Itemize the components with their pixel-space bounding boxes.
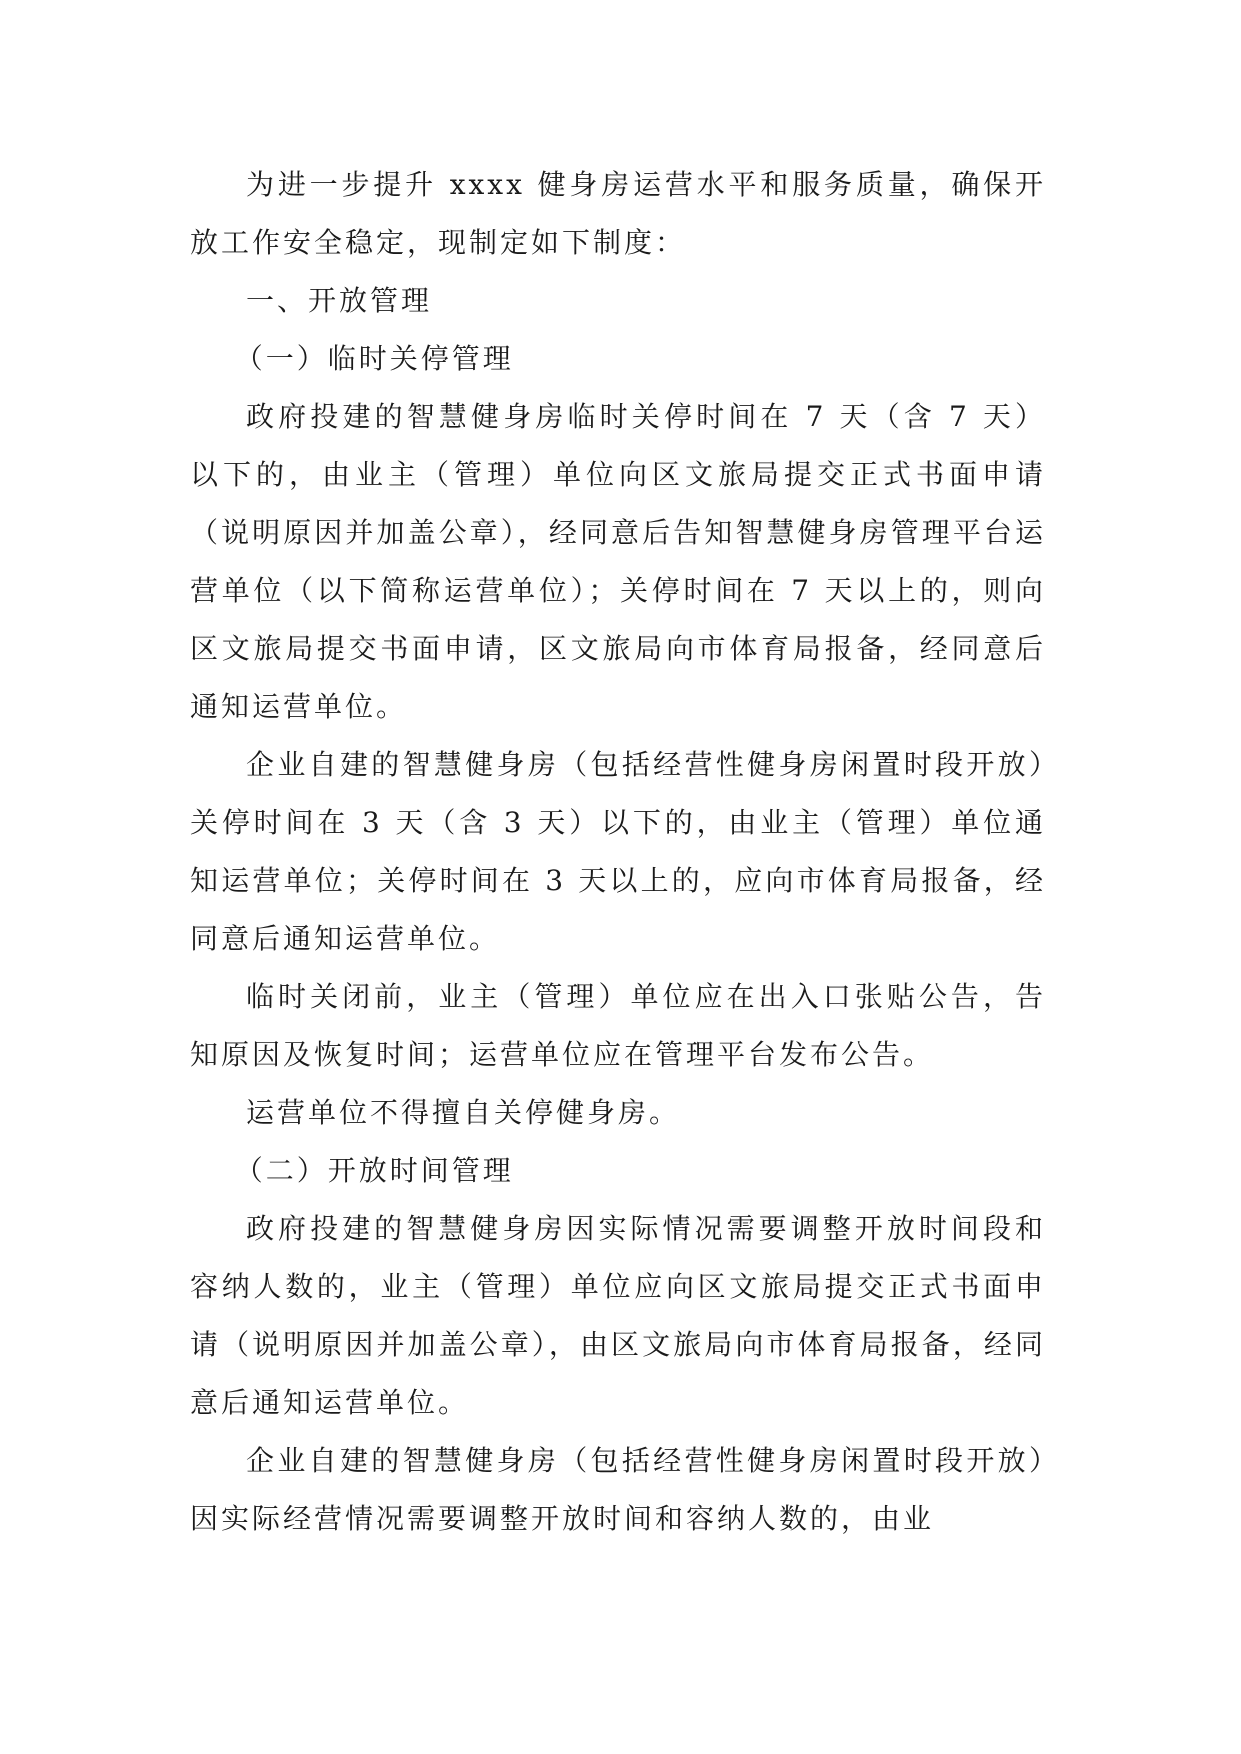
paragraph-government-closure: 政府投建的智慧健身房临时关停时间在 7 天（含 7 天）以下的，由业主（管理）单位向区文旅局提交正式书面申请（说明原因并加盖公章），经同意后告知智慧健身房管理平台运营单位（以下简称运营单位）；关停时间在 7 天以上的，则向区文旅局提交书面申请，区文旅局向市体育局报备，经同意后通知运营单位。 [190, 400, 1046, 723]
paragraph-enterprise-closure: 企业自建的智慧健身房（包括经营性健身房闲置时段开放）关停时间在 3 天（含 3 天）以下的，由业主（管理）单位通知运营单位；关停时间在 3 天以上的，应向市体育局报备，经同意后通知运营单位。 [190, 748, 1046, 955]
paragraph-closure-notice: 临时关闭前，业主（管理）单位应在出入口张贴公告，告知原因及恢复时间；运营单位应在管理平台发布公告。 [190, 980, 1046, 1071]
intro-paragraph: 为进一步提升 xxxx 健身房运营水平和服务质量，确保开放工作安全稳定，现制定如下制度： [190, 168, 1046, 259]
paragraph-enterprise-hours: 企业自建的智慧健身房（包括经营性健身房闲置时段开放）因实际经营情况需要调整开放时间和容纳人数的，由业 [190, 1444, 1046, 1535]
subsection-heading-temporary-closure: （一）临时关停管理 [234, 342, 514, 375]
section-heading-open-management: 一、开放管理 [246, 284, 433, 317]
document-body [190, 156, 1046, 1548]
paragraph-no-unauthorized-closure: 运营单位不得擅自关停健身房。 [246, 1096, 681, 1129]
subsection-heading-opening-hours: （二）开放时间管理 [234, 1154, 514, 1187]
paragraph-government-hours: 政府投建的智慧健身房因实际情况需要调整开放时间段和容纳人数的，业主（管理）单位应向区文旅局提交正式书面申请（说明原因并加盖公章），由区文旅局向市体育局报备，经同意后通知运营单位。 [190, 1212, 1046, 1419]
